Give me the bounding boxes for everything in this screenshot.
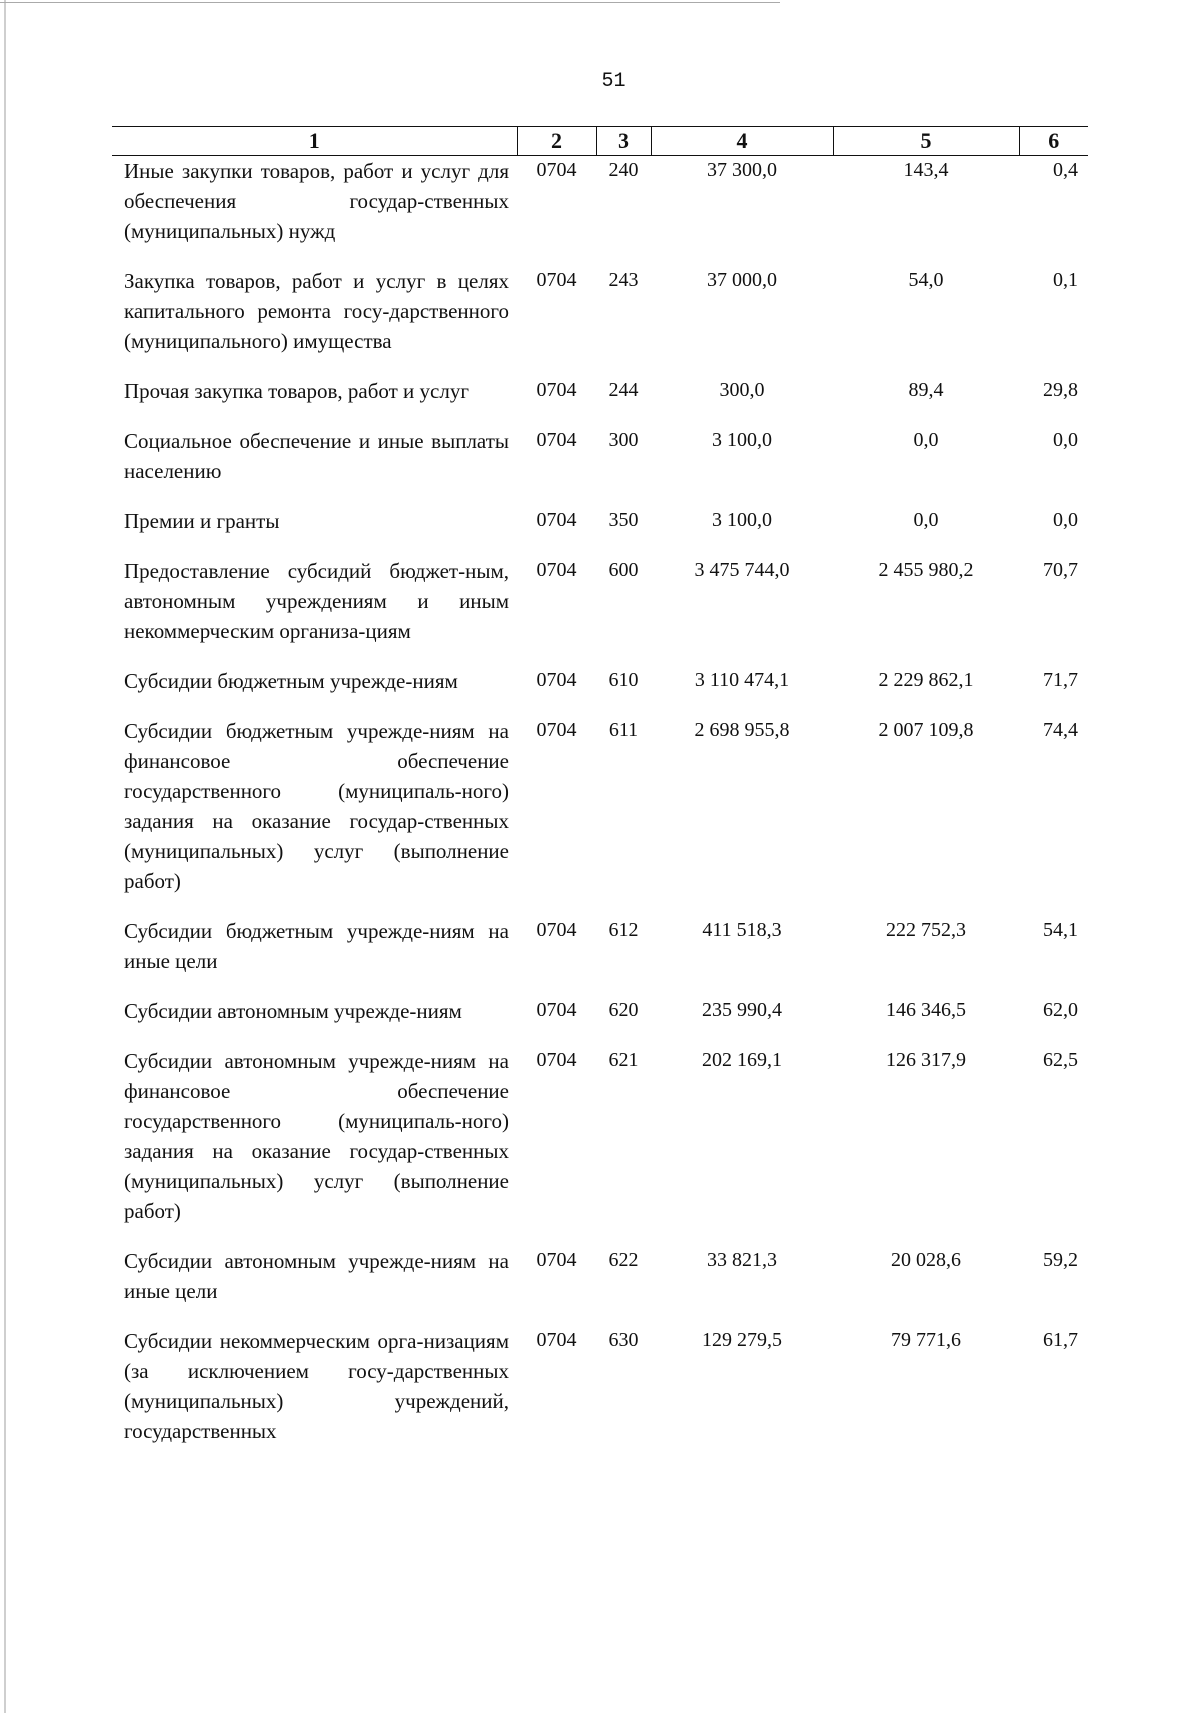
row-percent: 62,5 (1043, 1049, 1078, 1071)
table-row (112, 1046, 1088, 1246)
row-expense-type: 600 (608, 559, 639, 581)
table-row (112, 916, 1088, 996)
row-expense-type: 244 (608, 379, 639, 401)
row-percent: 62,0 (1043, 999, 1078, 1021)
scan-edge-top (0, 2, 780, 3)
row-percent: 0,4 (1053, 159, 1078, 181)
row-percent: 59,2 (1043, 1249, 1078, 1271)
row-actual-amount: 2 007 109,8 (878, 719, 974, 741)
row-planned-amount: 2 698 955,8 (694, 719, 790, 741)
header-col-6: 6 (1019, 127, 1088, 156)
row-section-code: 0704 (536, 269, 577, 291)
table-row (112, 376, 1088, 426)
header-col-3: 3 (596, 127, 651, 156)
row-percent: 54,1 (1043, 919, 1078, 941)
row-expense-type: 621 (608, 1049, 639, 1071)
row-section-code: 0704 (536, 159, 577, 181)
row-section-code: 0704 (536, 719, 577, 741)
row-percent: 70,7 (1043, 559, 1078, 581)
row-expense-type: 630 (608, 1329, 639, 1351)
row-actual-amount: 126 317,9 (886, 1049, 966, 1071)
row-percent: 0,1 (1053, 269, 1078, 291)
row-name: Социальное обеспечение и иные выплаты населению (124, 429, 509, 483)
row-percent: 29,8 (1043, 379, 1078, 401)
header-row (112, 127, 1088, 156)
row-section-code: 0704 (536, 509, 577, 531)
row-section-code: 0704 (536, 669, 577, 691)
row-planned-amount: 235 990,4 (702, 999, 782, 1021)
table-row (112, 426, 1088, 506)
row-planned-amount: 202 169,1 (702, 1049, 782, 1071)
row-planned-amount: 3 475 744,0 (694, 559, 790, 581)
header-col-4: 4 (651, 127, 833, 156)
row-actual-amount: 0,0 (913, 429, 939, 451)
row-name: Субсидии некоммерческим орга-низациям (за исключением госу-дарственных (муниципальных) учреждений, государственных (124, 1329, 509, 1443)
row-name: Субсидии бюджетным учрежде-ниям на финансовое обеспечение государственного (муниципаль-ного) задания на оказание государ-ственных (муниципальных) услуг (выполнение работ) (124, 719, 509, 893)
table-row (112, 666, 1088, 716)
row-name: Премии и гранты (124, 509, 280, 533)
row-percent: 0,0 (1053, 429, 1078, 451)
row-actual-amount: 89,4 (908, 379, 944, 401)
table-row (112, 156, 1088, 267)
row-percent: 61,7 (1043, 1329, 1078, 1351)
row-name: Субсидии автономным учрежде-ниям на финансовое обеспечение государственного (муниципаль-ного) задания на оказание государ-ственных (муниципальных) услуг (выполнение работ) (124, 1049, 509, 1223)
row-planned-amount: 3 110 474,1 (694, 669, 790, 691)
row-expense-type: 350 (608, 509, 639, 531)
row-planned-amount: 300,0 (719, 379, 765, 401)
table-row (112, 1246, 1088, 1326)
row-planned-amount: 37 300,0 (707, 159, 777, 181)
row-planned-amount: 37 000,0 (707, 269, 777, 291)
row-expense-type: 620 (608, 999, 639, 1021)
row-percent: 71,7 (1043, 669, 1078, 691)
row-name: Субсидии бюджетным учрежде-ниям на иные цели (124, 919, 509, 973)
row-actual-amount: 143,4 (903, 159, 949, 181)
row-expense-type: 611 (608, 719, 639, 741)
row-section-code: 0704 (536, 559, 577, 581)
row-actual-amount: 2 455 980,2 (878, 559, 974, 581)
row-section-code: 0704 (536, 1049, 577, 1071)
row-section-code: 0704 (536, 919, 577, 941)
row-name: Предоставление субсидий бюджет-ным, автономным учреждениям и иным некоммерческим организа-циям (124, 559, 509, 643)
row-planned-amount: 33 821,3 (707, 1249, 777, 1271)
row-planned-amount: 3 100,0 (712, 509, 772, 531)
table-row (112, 716, 1088, 916)
row-name: Субсидии бюджетным учрежде-ниям (124, 669, 458, 693)
row-name: Субсидии автономным учрежде-ниям на иные цели (124, 1249, 509, 1303)
row-expense-type: 240 (608, 159, 639, 181)
row-actual-amount: 54,0 (908, 269, 944, 291)
row-name: Прочая закупка товаров, работ и услуг (124, 379, 469, 403)
row-expense-type: 243 (608, 269, 639, 291)
header-col-5: 5 (833, 127, 1019, 156)
header-col-1: 1 (112, 127, 517, 156)
header-col-2: 2 (517, 127, 596, 156)
row-expense-type: 622 (608, 1249, 639, 1271)
row-section-code: 0704 (536, 429, 577, 451)
row-actual-amount: 0,0 (913, 509, 939, 531)
row-percent: 0,0 (1053, 509, 1078, 531)
scan-edge-left (4, 0, 6, 1713)
budget-table (112, 126, 1088, 1466)
row-actual-amount: 222 752,3 (886, 919, 966, 941)
table-header (112, 127, 1088, 156)
row-planned-amount: 3 100,0 (712, 429, 772, 451)
row-expense-type: 300 (608, 429, 639, 451)
row-actual-amount: 79 771,6 (891, 1329, 961, 1351)
row-name: Закупка товаров, работ и услуг в целях капитального ремонта госу-дарственного (муниципального) имущества (124, 269, 509, 353)
row-expense-type: 612 (608, 919, 639, 941)
row-actual-amount: 20 028,6 (891, 1249, 961, 1271)
table-row (112, 1326, 1088, 1466)
table-row (112, 266, 1088, 376)
row-name: Иные закупки товаров, работ и услуг для обеспечения государ-ственных (муниципальных) нужд (124, 159, 509, 243)
row-planned-amount: 129 279,5 (702, 1329, 782, 1351)
row-section-code: 0704 (536, 1329, 577, 1351)
row-section-code: 0704 (536, 999, 577, 1021)
row-section-code: 0704 (536, 379, 577, 401)
row-percent: 74,4 (1043, 719, 1078, 741)
table-body (112, 156, 1088, 1467)
row-planned-amount: 411 518,3 (702, 919, 782, 941)
page-number: 51 (601, 70, 626, 93)
table-row (112, 556, 1088, 666)
row-actual-amount: 2 229 862,1 (878, 669, 974, 691)
row-expense-type: 610 (608, 669, 639, 691)
row-section-code: 0704 (536, 1249, 577, 1271)
row-actual-amount: 146 346,5 (886, 999, 966, 1021)
row-name: Субсидии автономным учрежде-ниям (124, 999, 462, 1023)
table-row (112, 506, 1088, 556)
table-row (112, 996, 1088, 1046)
